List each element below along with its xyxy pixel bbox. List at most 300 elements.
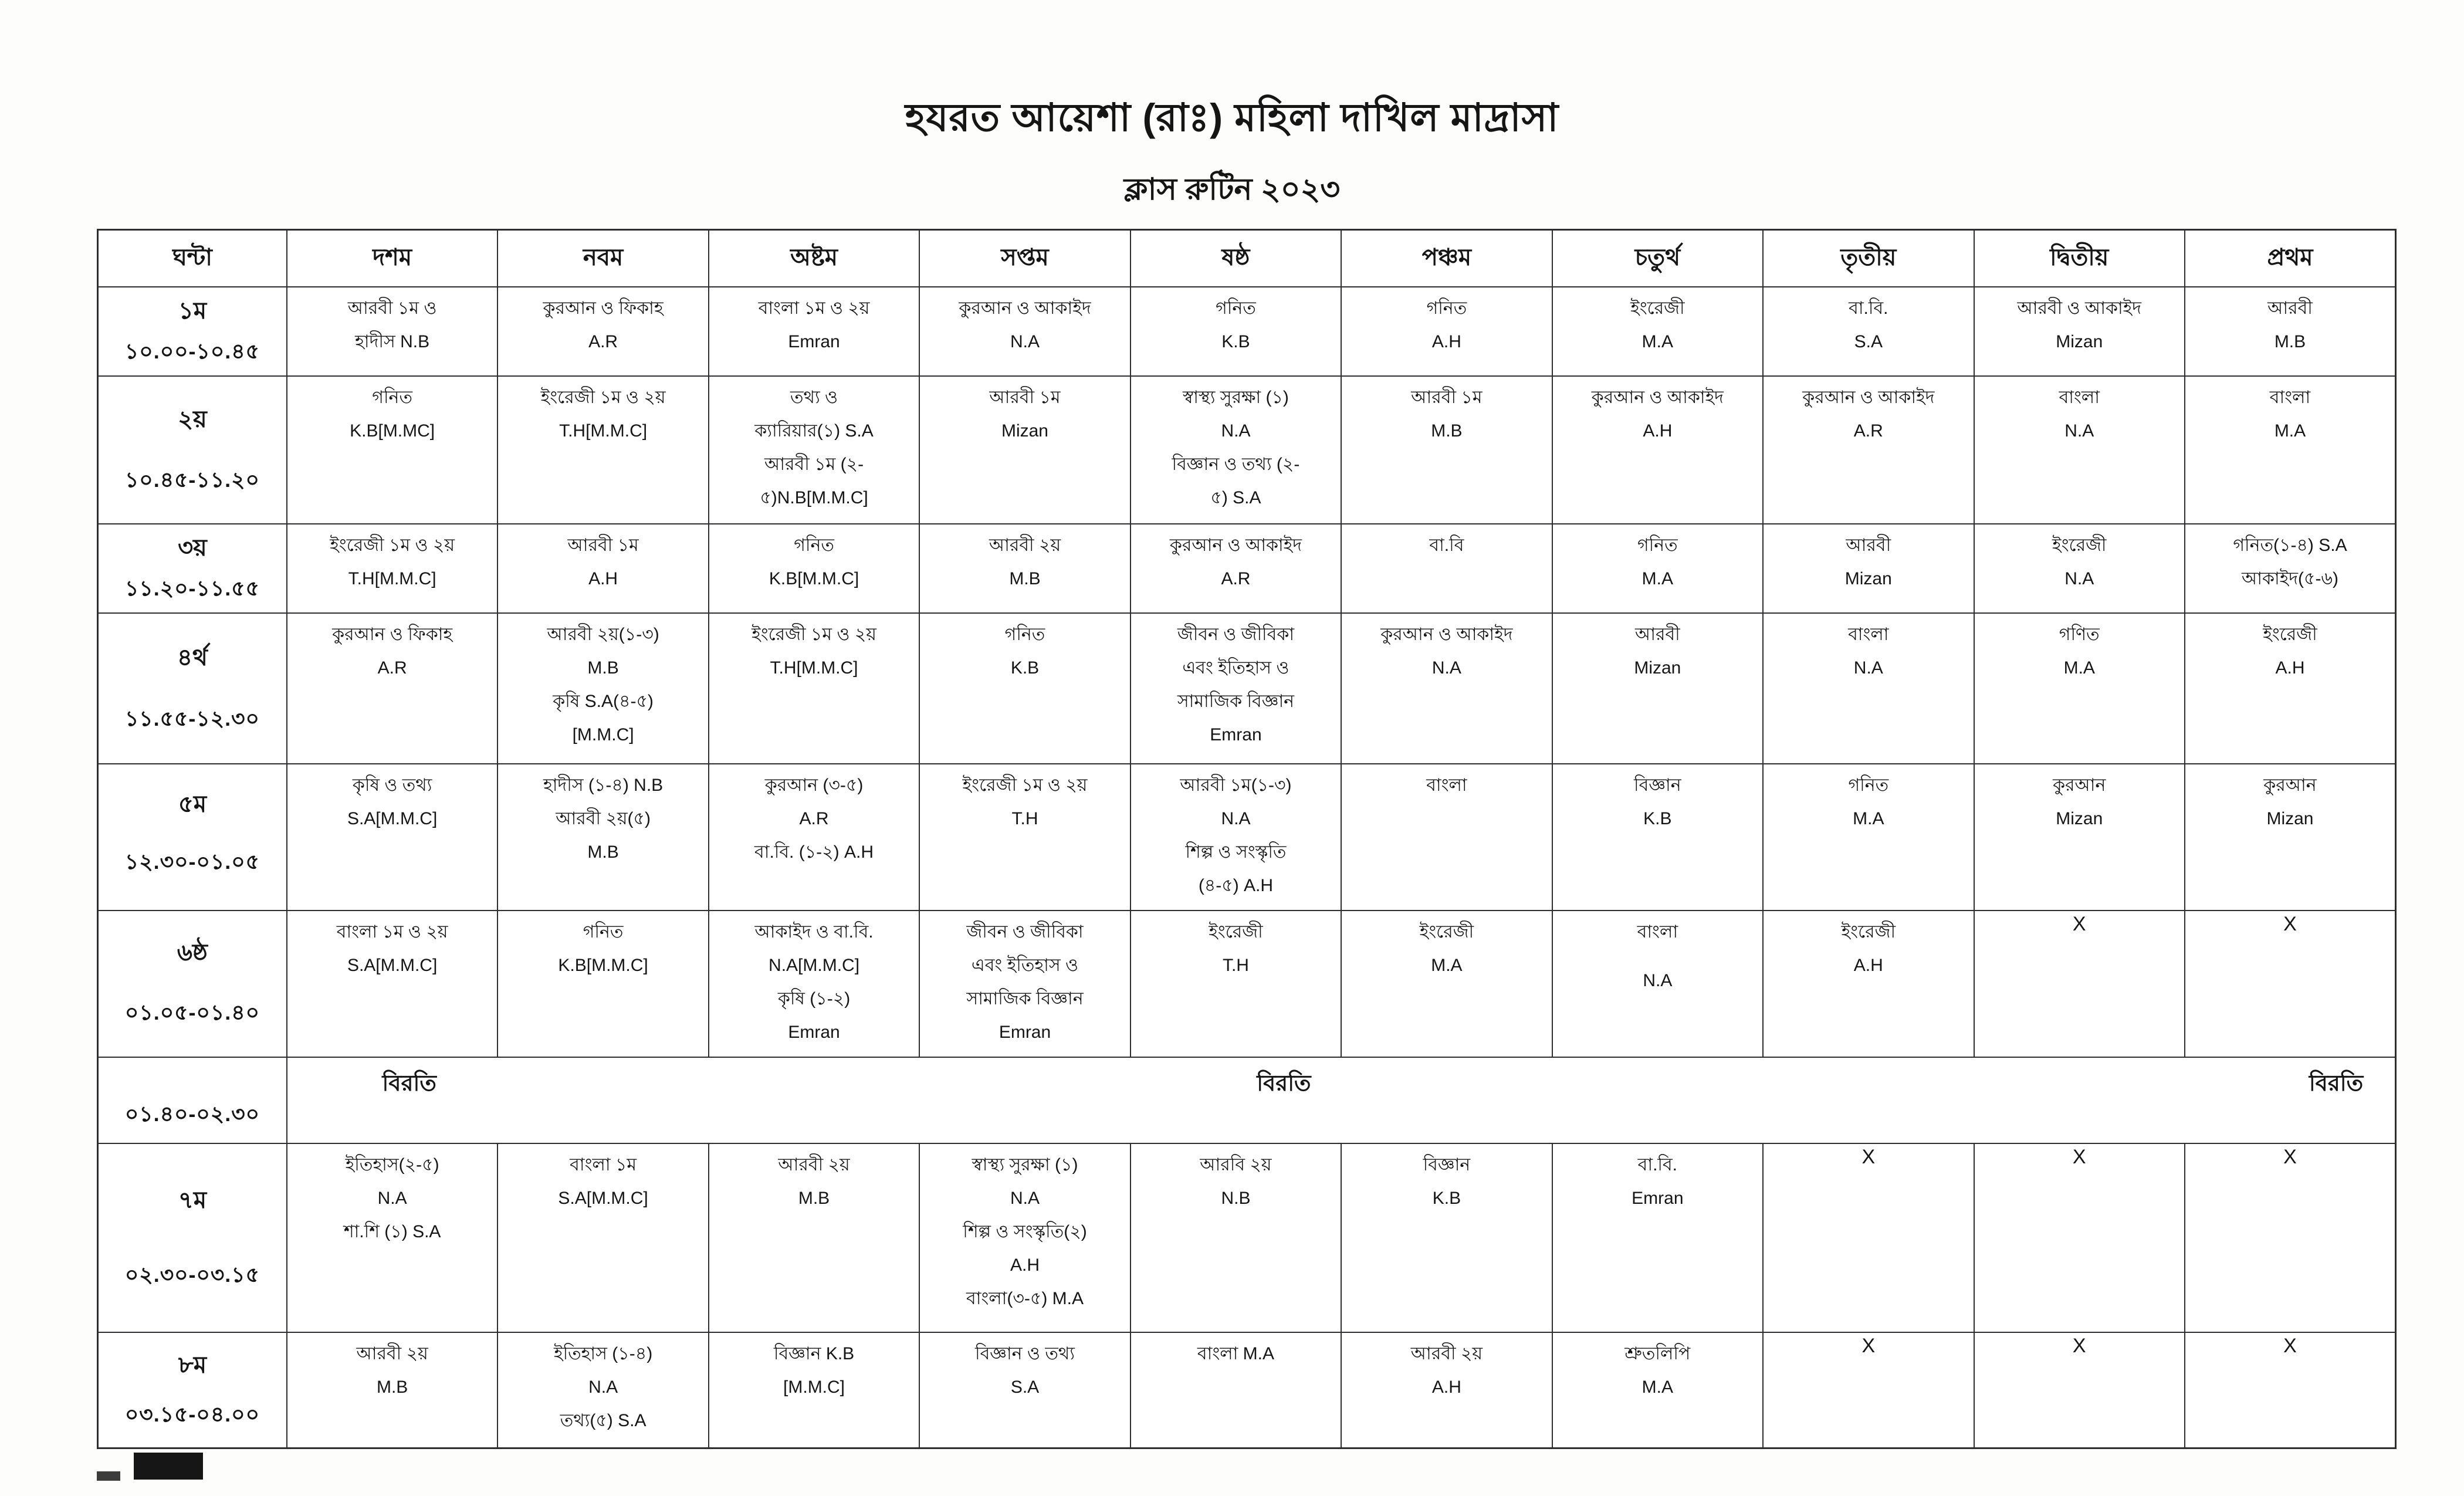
cell-line: S.A [1010, 1377, 1040, 1397]
period-time: ১১.২০-১১.৫৫ [124, 576, 260, 601]
period-time: ১২.৩০-০১.০৫ [124, 849, 260, 874]
cell-line: ইংরেজী [1630, 299, 1685, 318]
cell-line: কুরআন ও আকাইদ [1380, 625, 1513, 644]
column-header-7: চতুর্থ [1552, 230, 1763, 287]
period-name: ৮ম [178, 1352, 207, 1378]
routine-cell-চতুর্থ [1552, 613, 1763, 764]
routine-cell-দ্বিতীয় [1974, 1143, 2185, 1332]
cell-line: ইংরেজী [1841, 922, 1896, 942]
cell-line: Emran [788, 1023, 840, 1042]
cell-line: বাংলা M.A [1197, 1344, 1274, 1363]
cell-line: T.H[M.M.C] [348, 569, 436, 588]
cell-line: X [2072, 1146, 2086, 1168]
cell-line: Emran [999, 1023, 1051, 1042]
cell-line: বাংলা ১ম ও ২য় [758, 299, 870, 318]
cell-line: কৃষি S.A(৪-৫) [553, 692, 654, 711]
cell-line: শা.শি (১) S.A [343, 1222, 441, 1241]
cell-line: বাংলা(৩-৫) M.A [966, 1289, 1084, 1308]
routine-cell-সপ্তম [919, 911, 1130, 1057]
routine-cell-অষ্টম [709, 524, 919, 613]
madrasa-title: হযরত আয়েশা (রাঃ) মহিলা দাখিল মাদ্রাসা [905, 96, 1559, 139]
cell-line: গনিত [1004, 625, 1045, 644]
column-header-0: ঘন্টা [98, 230, 287, 287]
cell-line: T.H[M.M.C] [559, 421, 648, 441]
cell-line: T.H [1011, 809, 1038, 828]
routine-cell-পঞ্চম [1341, 911, 1552, 1057]
cell-line: কুরআন [2053, 776, 2106, 795]
cell-line: আরবী ১ম(১-৩) [1180, 776, 1292, 795]
period-cell [98, 613, 287, 764]
cell-line: Mizan [2266, 809, 2314, 828]
cell-line: আরবী ১ম [1411, 388, 1483, 407]
break-label: বিরতি [382, 1071, 436, 1096]
cell-line: A.R [588, 332, 618, 351]
cell-line: Mizan [2056, 809, 2103, 828]
period-time: ১০.০০-১০.৪৫ [124, 339, 260, 364]
routine-table-body [98, 287, 2396, 1448]
routine-cell-নবম [497, 613, 708, 764]
cell-line: ইংরেজী [2263, 625, 2317, 644]
cell-line: S.A[M.M.C] [347, 809, 438, 828]
cell-line: সামাজিক বিজ্ঞান [966, 989, 1084, 1008]
cell-line: আরবী ও আকাইদ [2017, 299, 2142, 318]
cell-line: কুরআন ও ফিকাহ [543, 299, 664, 318]
period-time: ০২.৩০-০৩.১৫ [124, 1262, 260, 1287]
column-header-9: দ্বিতীয় [1974, 230, 2185, 287]
routine-row-৩য় [98, 524, 2396, 613]
period-time: ০৩.১৫-০৪.০০ [124, 1402, 260, 1427]
cell-line: তথ্য(৫) S.A [560, 1411, 647, 1430]
routine-cell-অষ্টম [709, 376, 919, 524]
cell-line: N.A [1643, 971, 1673, 990]
cell-line: N.A [1853, 658, 1883, 678]
cell-line: K.B [1432, 1189, 1461, 1208]
cell-line: N.A [1010, 332, 1040, 351]
break-row [98, 1057, 2396, 1143]
cell-line: শিল্প ও সংস্কৃতি [1185, 842, 1287, 862]
period-time: ১১.৫৫-১২.৩০ [124, 706, 260, 731]
cell-line: কুরআন ও আকাইদ [959, 299, 1091, 318]
routine-cell-সপ্তম [919, 376, 1130, 524]
routine-cell-দশম [287, 287, 497, 376]
cell-line: বাংলা ১ম ও ২য় [336, 922, 448, 942]
cell-line: M.A [2274, 421, 2306, 441]
cell-line: বা.বি. [1849, 299, 1888, 318]
cell-line: গনিত [583, 922, 624, 942]
cell-line: A.R [1221, 569, 1251, 588]
cell-line: M.A [1431, 956, 1463, 975]
routine-row-১ম [98, 287, 2396, 376]
routine-cell-নবম [497, 524, 708, 613]
routine-cell-প্রথম [2185, 376, 2396, 524]
cell-line: কৃষি (১-২) [777, 989, 851, 1008]
routine-table [97, 229, 2397, 1449]
routine-cell-পঞ্চম [1341, 287, 1552, 376]
period-name: ২য় [178, 407, 207, 432]
cell-line: এবং ইতিহাস ও [971, 956, 1079, 975]
column-header-8: তৃতীয় [1763, 230, 1974, 287]
cell-line: হাদীস (১-৪) N.B [543, 776, 664, 795]
cell-line: N.A[M.M.C] [769, 956, 860, 975]
column-header-1: দশম [287, 230, 497, 287]
column-header-4: সপ্তম [919, 230, 1130, 287]
cell-line: K.B[M.MC] [350, 421, 435, 441]
routine-cell-চতুর্থ [1552, 764, 1763, 911]
cell-line: [M.M.C] [572, 725, 634, 744]
period-cell [98, 524, 287, 613]
cell-line: N.A [377, 1189, 407, 1208]
cell-line: বাংলা [2269, 388, 2311, 407]
cell-line: আরবী ২য়(১-৩) [547, 625, 659, 644]
routine-cell-সপ্তম [919, 524, 1130, 613]
cell-line: Mizan [1844, 569, 1892, 588]
cell-line: M.B [2274, 332, 2306, 351]
cell-line: K.B [1643, 809, 1672, 828]
cell-line: গনিত [794, 536, 834, 555]
column-header-5: ষষ্ঠ [1131, 230, 1341, 287]
cell-line: X [2283, 1146, 2297, 1168]
routine-row-৬ষ্ঠ [98, 911, 2396, 1057]
routine-cell-প্রথম [2185, 287, 2396, 376]
cell-line: A.H [1010, 1255, 1040, 1275]
routine-cell-তৃতীয় [1763, 911, 1974, 1057]
cell-line: তথ্য ও [790, 388, 838, 407]
cell-line: A.H [588, 569, 618, 588]
cell-line: আরবী [2267, 299, 2313, 318]
cell-line: বাংলা ১ম [570, 1155, 637, 1175]
cell-line: M.B [587, 658, 619, 678]
cell-line: K.B[M.M.C] [558, 956, 648, 975]
cell-line: M.B [798, 1189, 830, 1208]
routine-cell-চতুর্থ [1552, 376, 1763, 524]
cell-line: X [2283, 913, 2297, 935]
cell-line: Emran [788, 332, 840, 351]
routine-cell-নবম [497, 287, 708, 376]
cell-line: এবং ইতিহাস ও [1182, 658, 1289, 678]
routine-cell-দশম [287, 1143, 497, 1332]
cell-line: শিল্প ও সংস্কৃতি(২) [963, 1222, 1087, 1241]
cell-line: স্বাস্থ্য সুরক্ষা (১) [1182, 388, 1289, 407]
break-period-cell [98, 1057, 287, 1143]
title-block [0, 88, 2464, 216]
cell-line: বিজ্ঞান [1423, 1155, 1471, 1175]
routine-cell-তৃতীয় [1763, 376, 1974, 524]
cell-line: বাংলা [1426, 776, 1467, 795]
period-name: ৭ম [178, 1187, 207, 1214]
routine-cell-ষষ্ঠ [1131, 524, 1341, 613]
cell-line: Mizan [1634, 658, 1681, 678]
routine-cell-পঞ্চম [1341, 524, 1552, 613]
period-cell [98, 1332, 287, 1448]
period-name: ৬ষ্ঠ [177, 940, 208, 966]
routine-subtitle: ক্লাস রুটিন ২০২৩ [1123, 172, 1341, 207]
routine-cell-চতুর্থ [1552, 911, 1763, 1057]
cell-line: X [2072, 913, 2086, 935]
routine-cell-চতুর্থ [1552, 1332, 1763, 1448]
routine-cell-ষষ্ঠ [1131, 376, 1341, 524]
period-name: ১ম [178, 297, 207, 324]
cell-line: X [2283, 1335, 2297, 1357]
period-cell [98, 764, 287, 911]
routine-cell-তৃতীয় [1763, 524, 1974, 613]
cell-line: আরবী [1846, 536, 1891, 555]
routine-cell-পঞ্চম [1341, 764, 1552, 911]
routine-cell-সপ্তম [919, 764, 1130, 911]
cell-line: M.B [376, 1377, 408, 1397]
period-cell [98, 911, 287, 1057]
cell-line: N.A [2064, 569, 2094, 588]
cell-line: Emran [1632, 1189, 1684, 1208]
cell-line: কুরআন ও আকাইদ [1591, 388, 1724, 407]
cell-line: বাংলা [2059, 388, 2100, 407]
cell-line: [M.M.C] [783, 1377, 845, 1397]
routine-cell-দ্বিতীয় [1974, 764, 2185, 911]
cell-line: আরবী ২য় [778, 1155, 850, 1175]
routine-cell-ষষ্ঠ [1131, 1143, 1341, 1332]
period-time: ১০.৪৫-১১.২০ [124, 468, 260, 492]
cell-line: K.B [1010, 658, 1040, 678]
routine-cell-দশম [287, 911, 497, 1057]
cell-line: A.H [1431, 332, 1461, 351]
cell-line: ৫) S.A [1210, 488, 1261, 507]
routine-cell-ষষ্ঠ [1131, 613, 1341, 764]
break-label: বিরতি [1257, 1071, 1311, 1096]
cell-line: ইংরেজী [1209, 922, 1263, 942]
cell-line: X [1861, 1146, 1876, 1168]
cell-line: কুরআন ও আকাইদ [1802, 388, 1935, 407]
scan-artifact-mark [134, 1453, 203, 1480]
routine-cell-দশম [287, 1332, 497, 1448]
cell-line: S.A [1854, 332, 1883, 351]
routine-cell-তৃতীয় [1763, 1143, 1974, 1332]
period-name: ৩য় [178, 534, 207, 561]
routine-cell-চতুর্থ [1552, 524, 1763, 613]
routine-row-২য় [98, 376, 2396, 524]
routine-cell-দশম [287, 764, 497, 911]
cell-line: N.A [1010, 1189, 1040, 1208]
cell-line: ইংরেজী ১ম ও ২য় [330, 536, 455, 555]
cell-line: জীবন ও জীবিকা [1177, 625, 1295, 644]
routine-cell-নবম [497, 911, 708, 1057]
routine-cell-তৃতীয় [1763, 1332, 1974, 1448]
routine-cell-দ্বিতীয় [1974, 1332, 2185, 1448]
period-cell [98, 376, 287, 524]
cell-line: T.H [1222, 956, 1249, 975]
column-header-6: পঞ্চম [1341, 230, 1552, 287]
routine-cell-সপ্তম [919, 287, 1130, 376]
routine-cell-দশম [287, 613, 497, 764]
routine-row-৭ম [98, 1143, 2396, 1332]
cell-line: T.H[M.M.C] [770, 658, 858, 678]
cell-line: Mizan [2056, 332, 2103, 351]
period-cell [98, 1143, 287, 1332]
routine-cell-চতুর্থ [1552, 1143, 1763, 1332]
cell-line: আরবী ২য় [989, 536, 1061, 555]
cell-line: ইংরেজী [2052, 536, 2107, 555]
cell-line: X [1861, 1335, 1876, 1357]
routine-cell-নবম [497, 376, 708, 524]
routine-cell-নবম [497, 764, 708, 911]
cell-line: কুরআন ও আকাইদ [1169, 536, 1302, 555]
routine-cell-অষ্টম [709, 764, 919, 911]
cell-line: বিজ্ঞান K.B [773, 1344, 855, 1363]
routine-cell-দ্বিতীয় [1974, 376, 2185, 524]
routine-cell-অষ্টম [709, 1143, 919, 1332]
cell-line: আরবী [1634, 625, 1680, 644]
cell-line: A.H [2275, 658, 2305, 678]
cell-line: গনিত(১-৪) S.A [2233, 536, 2347, 555]
cell-line: গনিত [1426, 299, 1467, 318]
routine-cell-প্রথম [2185, 1332, 2396, 1448]
cell-line: আকাইদ ও বা.বি. [754, 922, 874, 942]
cell-line: আরবী ১ম (২- [764, 455, 864, 474]
cell-line: হাদীস N.B [355, 332, 430, 351]
cell-line: N.A [1431, 658, 1461, 678]
routine-cell-ষষ্ঠ [1131, 911, 1341, 1057]
routine-cell-তৃতীয় [1763, 287, 1974, 376]
routine-cell-দশম [287, 376, 497, 524]
routine-table-head [98, 230, 2396, 287]
cell-line: আরবী ১ম [989, 388, 1061, 407]
cell-line: M.B [587, 842, 619, 862]
break-label: বিরতি [2309, 1071, 2364, 1096]
routine-cell-নবম [497, 1143, 708, 1332]
routine-cell-দ্বিতীয় [1974, 613, 2185, 764]
cell-line: N.A [1221, 809, 1251, 828]
cell-line: শ্রুতলিপি [1624, 1344, 1691, 1363]
cell-line: M.B [1009, 569, 1041, 588]
cell-line: ইতিহাস(২-৫) [345, 1155, 439, 1175]
cell-line: A.R [799, 809, 829, 828]
cell-line: কুরআন (৩-৫) [764, 776, 864, 795]
cell-line: আরবি ২য় [1200, 1155, 1272, 1175]
cell-line: কুরআন [2263, 776, 2317, 795]
cell-line: N.A [2064, 421, 2094, 441]
cell-line: A.H [1853, 956, 1883, 975]
routine-cell-চতুর্থ [1552, 287, 1763, 376]
cell-line: গনিত [1637, 536, 1678, 555]
routine-row-৮ম [98, 1332, 2396, 1448]
cell-line: বা.বি. [1637, 1155, 1678, 1175]
routine-cell-প্রথম [2185, 764, 2396, 911]
cell-line: M.B [1431, 421, 1463, 441]
routine-cell-অষ্টম [709, 1332, 919, 1448]
scan-artifact-mark-small [97, 1471, 120, 1481]
routine-cell-দ্বিতীয় [1974, 287, 2185, 376]
period-name: ৫ম [178, 791, 207, 817]
break-time: ০১.৪০-০২.৩০ [124, 1102, 260, 1126]
cell-line: বাংলা [1637, 922, 1678, 942]
cell-line: সামাজিক বিজ্ঞান [1177, 692, 1295, 711]
cell-line: A.R [377, 658, 407, 678]
cell-line [1556, 954, 1759, 969]
routine-row-৫ম [98, 764, 2396, 911]
routine-cell-প্রথম [2185, 911, 2396, 1057]
cell-line: Mizan [1001, 421, 1048, 441]
cell-line: আরবী ২য়(৫) [556, 809, 651, 828]
cell-line: জীবন ও জীবিকা [966, 922, 1084, 942]
routine-cell-দ্বিতীয় [1974, 911, 2185, 1057]
routine-cell-তৃতীয় [1763, 613, 1974, 764]
routine-cell-পঞ্চম [1341, 376, 1552, 524]
routine-row-৪র্থ [98, 613, 2396, 764]
routine-cell-প্রথম [2185, 1143, 2396, 1332]
cell-line: ইংরেজী ১ম ও ২য় [752, 625, 876, 644]
cell-line: N.A [1221, 421, 1251, 441]
cell-line: বিজ্ঞান ও তথ্য [974, 1344, 1075, 1363]
cell-line: গনিত [1848, 776, 1889, 795]
routine-cell-অষ্টম [709, 911, 919, 1057]
cell-line: গণিত [2059, 625, 2100, 644]
break-cell [287, 1057, 2396, 1143]
cell-line: গনিত [1216, 299, 1256, 318]
cell-line: বাংলা [1848, 625, 1889, 644]
cell-line: বিজ্ঞান [1634, 776, 1681, 795]
cell-line: M.A [1641, 569, 1674, 588]
cell-line: (৪-৫) A.H [1198, 876, 1274, 895]
header-row [98, 230, 2396, 287]
period-name: ৪র্থ [177, 644, 208, 671]
routine-cell-সপ্তম [919, 1143, 1130, 1332]
routine-cell-অষ্টম [709, 613, 919, 764]
cell-line: S.A[M.M.C] [558, 1189, 648, 1208]
cell-line: K.B[M.M.C] [769, 569, 859, 588]
cell-line: আরবী ২য় [1410, 1344, 1483, 1363]
routine-cell-দশম [287, 524, 497, 613]
cell-line: আরবী ১ম [567, 536, 639, 555]
cell-line: N.A [588, 1377, 618, 1397]
cell-line: কৃষি ও তথ্য [352, 776, 432, 795]
cell-line: বা.বি. (১-২) A.H [754, 842, 874, 862]
cell-line: M.A [2063, 658, 2095, 678]
cell-line: X [2072, 1335, 2086, 1357]
period-cell [98, 287, 287, 376]
routine-cell-ষষ্ঠ [1131, 764, 1341, 911]
routine-cell-পঞ্চম [1341, 613, 1552, 764]
cell-line: M.A [1853, 809, 1884, 828]
routine-cell-সপ্তম [919, 613, 1130, 764]
cell-line: K.B [1221, 332, 1250, 351]
cell-line: কুরআন ও ফিকাহ [332, 625, 453, 644]
cell-line: S.A[M.M.C] [347, 956, 438, 975]
column-header-3: অষ্টম [709, 230, 919, 287]
cell-line: A.H [1431, 1377, 1461, 1397]
cell-line: আরবী ২য় [356, 1344, 428, 1363]
cell-line: A.R [1853, 421, 1883, 441]
cell-line: ইংরেজী ১ম ও ২য় [962, 776, 1088, 795]
column-header-2: নবম [497, 230, 708, 287]
routine-cell-তৃতীয় [1763, 764, 1974, 911]
routine-cell-অষ্টম [709, 287, 919, 376]
cell-line: ইতিহাস (১-৪) [553, 1344, 653, 1363]
column-header-10: প্রথম [2185, 230, 2396, 287]
cell-line: ৫)N.B[M.M.C] [760, 488, 868, 507]
cell-line: A.H [1643, 421, 1673, 441]
cell-line: আরবী ১ম ও [347, 299, 437, 318]
cell-line: স্বাস্থ্য সুরক্ষা (১) [972, 1155, 1078, 1175]
cell-line: বা.বি [1429, 536, 1464, 555]
routine-cell-প্রথম [2185, 613, 2396, 764]
cell-line: M.A [1641, 332, 1674, 351]
cell-line: ইংরেজী [1419, 922, 1474, 942]
cell-line: গনিত [372, 388, 412, 407]
routine-cell-পঞ্চম [1341, 1332, 1552, 1448]
cell-line: Emran [1210, 725, 1262, 744]
routine-cell-সপ্তম [919, 1332, 1130, 1448]
cell-line: ক্যারিয়ার(১) S.A [754, 421, 874, 441]
period-time: ০১.০৫-০১.৪০ [124, 1000, 260, 1024]
routine-cell-পঞ্চম [1341, 1143, 1552, 1332]
